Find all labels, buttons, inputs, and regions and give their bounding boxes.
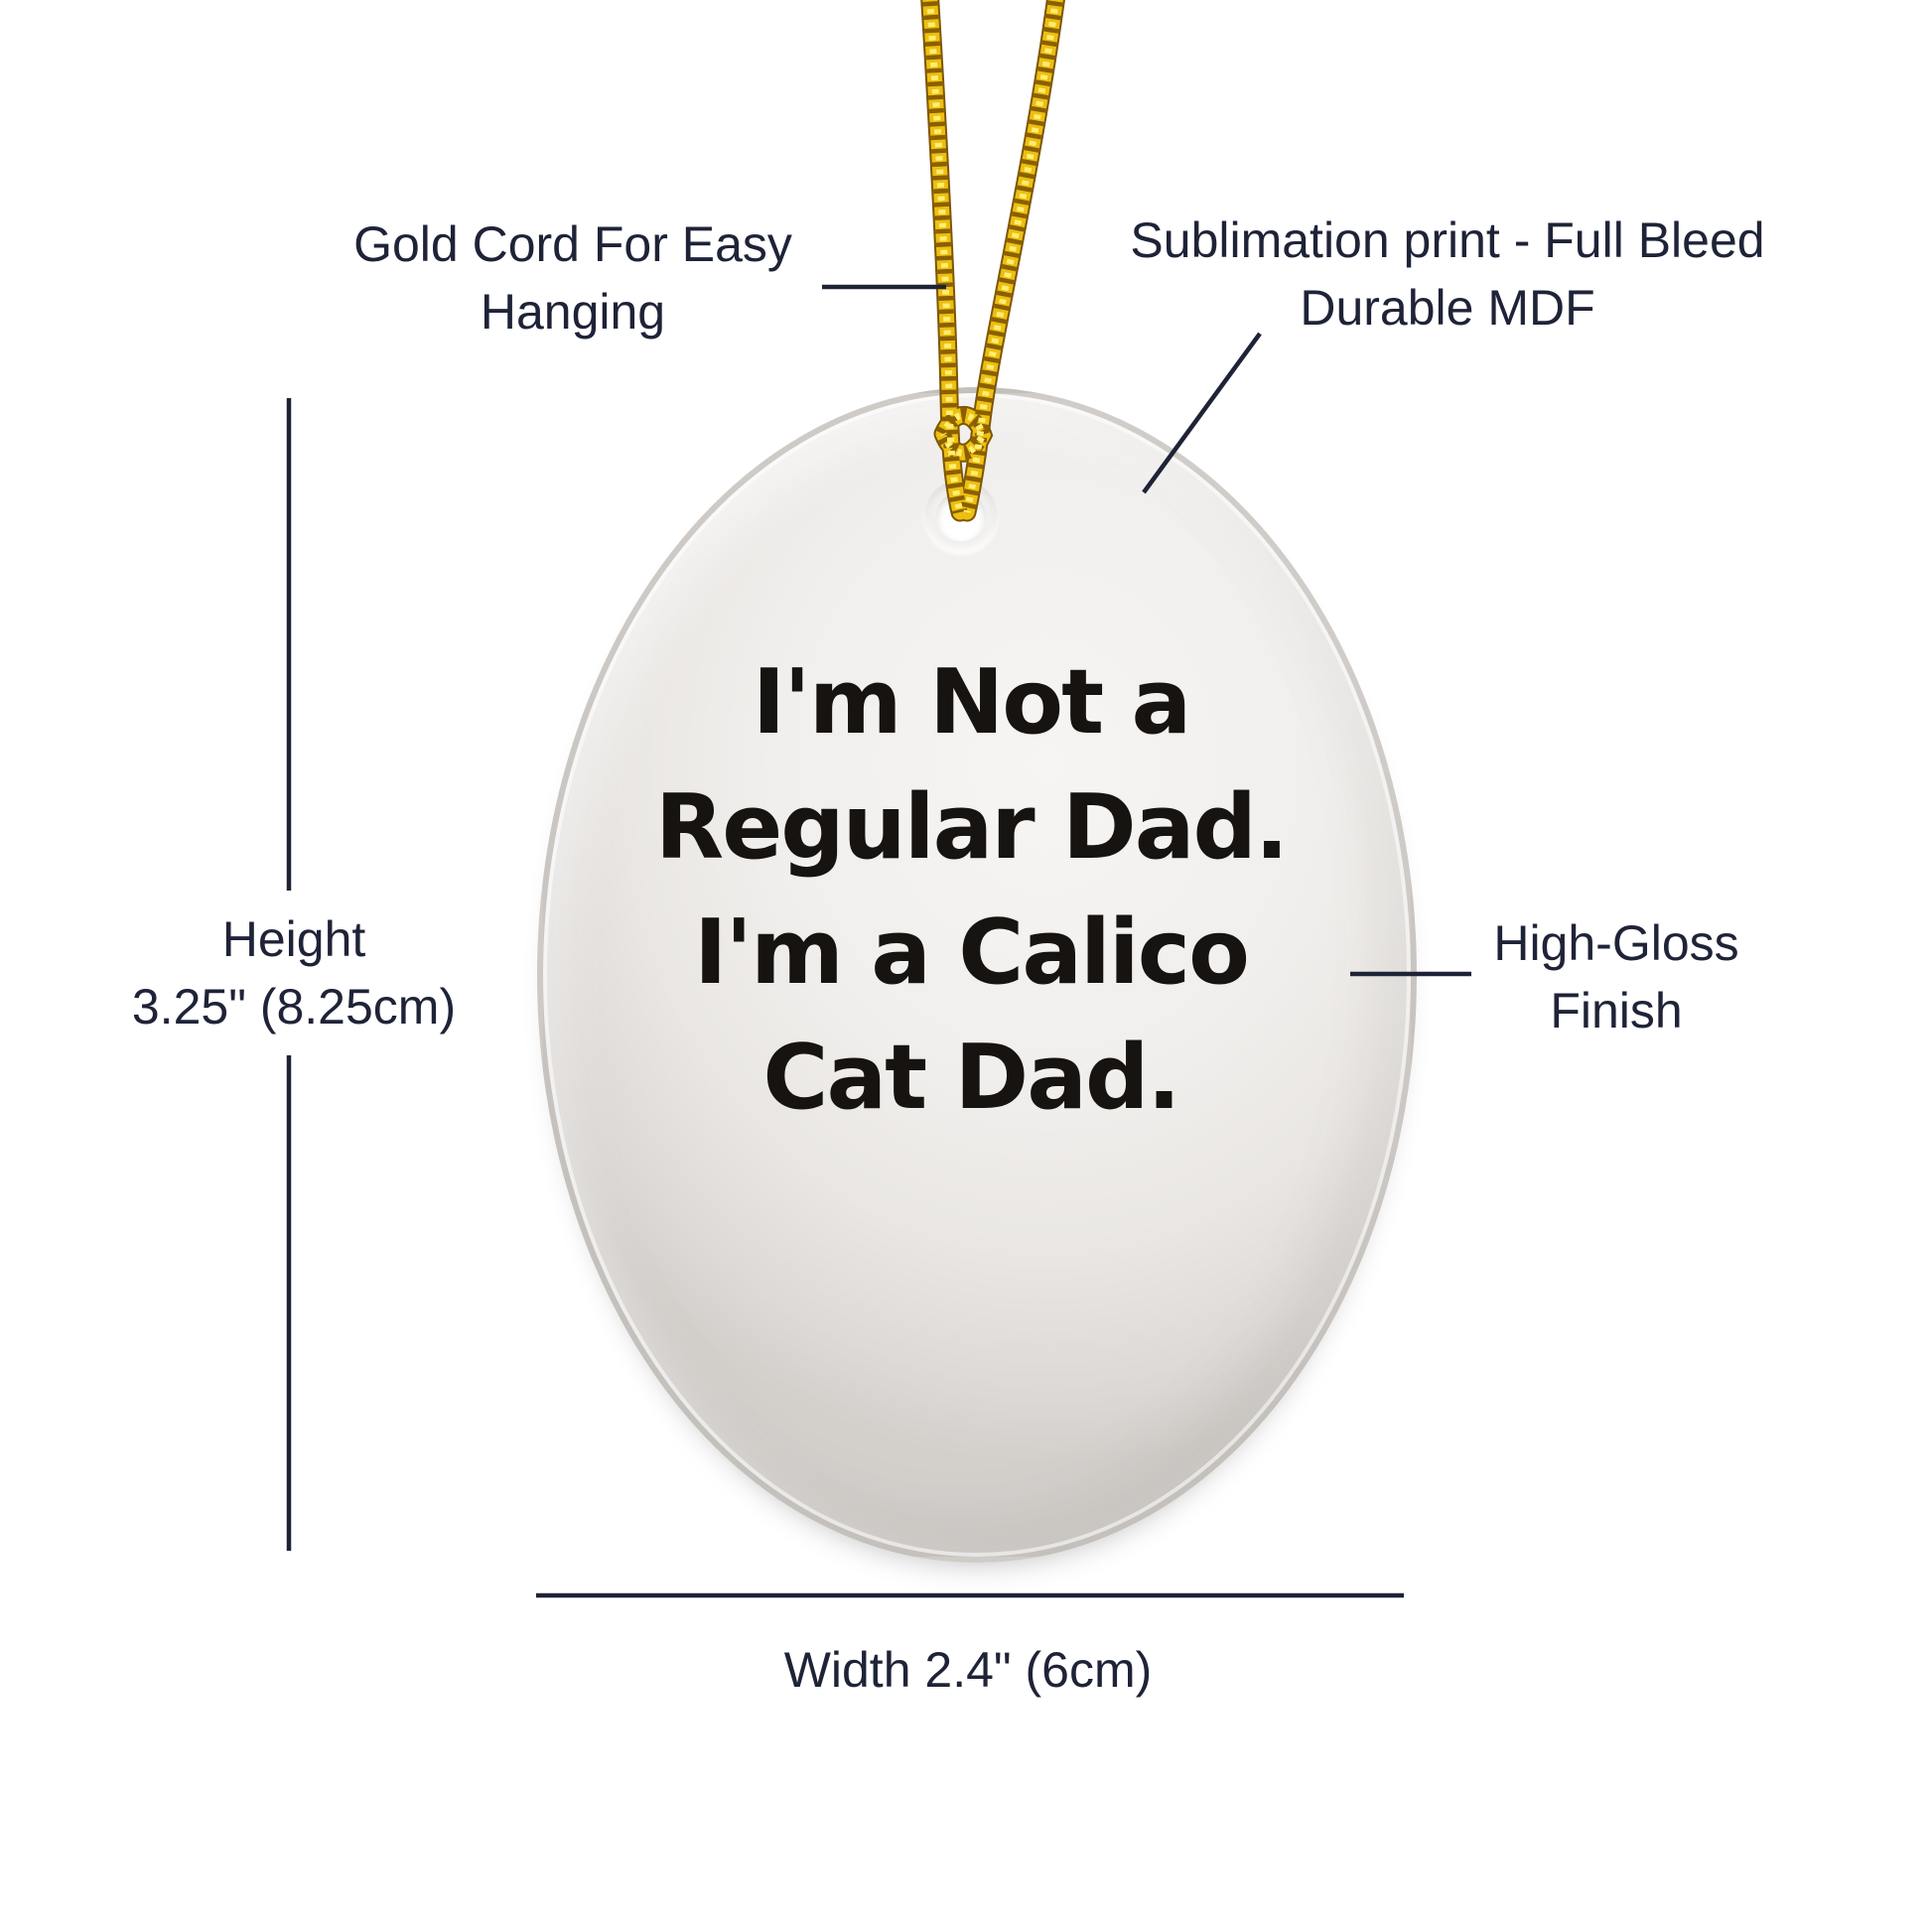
quote-line-4: Cat Dad. xyxy=(762,1026,1179,1130)
annotation-high-gloss-line2: Finish xyxy=(1550,983,1683,1038)
height-label-line2: 3.25" (8.25cm) xyxy=(131,979,457,1035)
quote-line-3: I'm a Calico xyxy=(694,900,1248,1005)
annotation-high-gloss xyxy=(1449,909,1783,1044)
annotation-sublimation xyxy=(1102,207,1793,342)
annotation-gold-cord xyxy=(275,210,871,345)
annotation-gold-cord-line1: Gold Cord For Easy xyxy=(353,216,792,272)
width-label-text: Width 2.4" (6cm) xyxy=(783,1642,1153,1698)
annotation-gold-cord-line2: Hanging xyxy=(480,284,666,340)
annotation-sublimation-line1: Sublimation print - Full Bleed xyxy=(1130,212,1765,268)
ornament-hole xyxy=(936,491,986,541)
quote-line-2: Regular Dad. xyxy=(654,775,1288,880)
height-label-line1: Height xyxy=(221,911,366,967)
quote-line-1: I'm Not a xyxy=(752,650,1190,755)
ornament-quote xyxy=(537,640,1405,1141)
annotation-sublimation-line2: Durable MDF xyxy=(1300,280,1595,336)
ornament-hole-ring xyxy=(924,480,998,553)
annotation-high-gloss-line1: High-Gloss xyxy=(1493,915,1739,971)
height-dimension-label xyxy=(95,905,492,1040)
width-dimension-label xyxy=(621,1636,1315,1704)
